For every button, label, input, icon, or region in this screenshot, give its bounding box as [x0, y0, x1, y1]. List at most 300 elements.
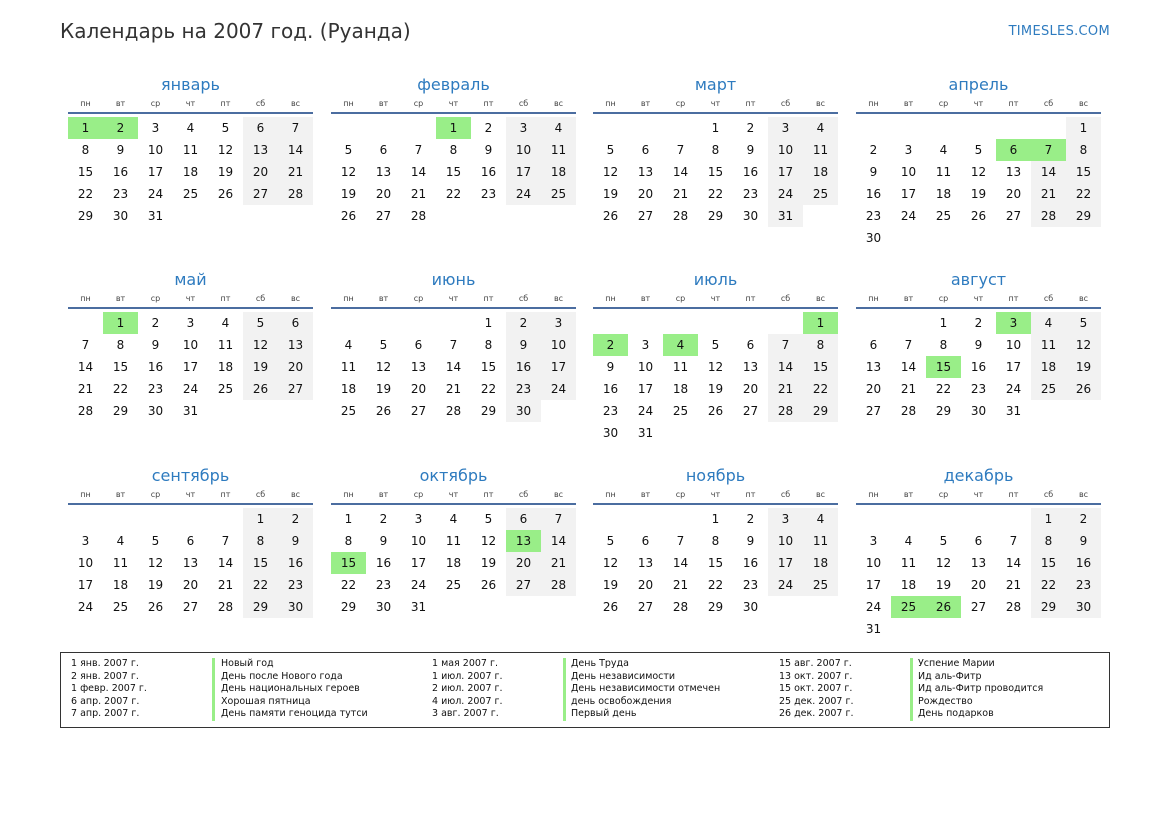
day-cell: 12	[707, 360, 724, 374]
day-cell: 2	[278, 508, 313, 530]
weekday-header	[856, 489, 1101, 505]
weekday-label: ср	[675, 294, 686, 303]
week-row	[593, 312, 838, 334]
day-cell: 26	[217, 187, 234, 201]
day-cell: 1	[803, 312, 838, 334]
day-cell: 11	[900, 556, 917, 570]
week-row	[331, 508, 576, 530]
day-cell: 9	[1066, 530, 1101, 552]
day-cell: 5	[221, 121, 230, 135]
day-cell: 2	[484, 121, 493, 135]
week-row	[331, 334, 576, 356]
day-cell: 5	[711, 338, 720, 352]
day-cell: 19	[935, 578, 952, 592]
day-cell: 16	[970, 360, 987, 374]
weekday-label: чт	[448, 99, 459, 108]
weekday-label: пн	[868, 99, 879, 108]
weekday-label: вс	[290, 99, 301, 108]
day-cell: 6	[414, 338, 423, 352]
week-row	[331, 530, 576, 552]
page-title: Календарь на 2007 год. (Руанда)	[60, 19, 411, 43]
weekday-label: пн	[868, 294, 879, 303]
empty-cell	[628, 508, 663, 530]
day-cell: 7	[278, 117, 313, 139]
empty-cell	[68, 312, 103, 334]
week-row	[856, 139, 1101, 161]
day-cell: 21	[541, 552, 576, 574]
day-cell: 20	[865, 382, 882, 396]
month-block	[593, 74, 838, 227]
weekday-label: пт	[220, 490, 231, 499]
weekday-label: сб	[255, 294, 266, 303]
legend-col1-dates	[71, 658, 147, 721]
day-cell: 27	[742, 404, 759, 418]
empty-cell	[436, 596, 471, 618]
day-cell: 18	[1031, 356, 1066, 378]
day-cell: 3	[641, 338, 650, 352]
day-cell: 17	[541, 356, 576, 378]
day-cell: 13	[970, 556, 987, 570]
day-cell: 6	[186, 534, 195, 548]
month-name: октябрь	[419, 466, 488, 485]
legend-holiday: Первый день	[571, 708, 637, 719]
empty-cell	[768, 596, 803, 618]
empty-cell	[243, 205, 278, 227]
day-cell: 3	[186, 316, 195, 330]
empty-cell	[366, 117, 401, 139]
empty-cell	[68, 508, 103, 530]
empty-cell	[471, 596, 506, 618]
day-cell: 9	[746, 534, 755, 548]
day-cell: 12	[935, 556, 952, 570]
day-cell: 12	[602, 165, 619, 179]
day-cell: 16	[742, 165, 759, 179]
weekday-label: ср	[413, 99, 424, 108]
day-cell: 30	[506, 400, 541, 422]
weekday-label: ср	[150, 294, 161, 303]
empty-cell	[803, 422, 838, 444]
week-row	[331, 596, 576, 618]
day-cell: 8	[484, 338, 493, 352]
weekday-label: пт	[745, 99, 756, 108]
day-cell: 26	[602, 600, 619, 614]
weekday-label: чт	[710, 490, 721, 499]
weekday-label: вс	[1078, 99, 1089, 108]
day-cell: 30	[375, 600, 392, 614]
week-row	[856, 574, 1101, 596]
empty-cell	[628, 312, 663, 334]
day-cell: 19	[602, 578, 619, 592]
day-cell: 7	[414, 143, 423, 157]
day-cell: 25	[935, 209, 952, 223]
day-cell: 19	[243, 356, 278, 378]
day-cell: 28	[672, 209, 689, 223]
legend-holiday: День памяти геноцида тутси	[221, 708, 368, 719]
day-cell: 16	[278, 552, 313, 574]
day-cell: 3	[81, 534, 90, 548]
day-cell: 29	[707, 600, 724, 614]
legend-col2-names	[571, 658, 720, 721]
empty-cell	[1031, 618, 1066, 640]
day-cell: 5	[484, 512, 493, 526]
weekday-label: сб	[780, 294, 791, 303]
day-cell: 16	[480, 165, 497, 179]
empty-cell	[173, 205, 208, 227]
empty-cell	[1031, 117, 1066, 139]
day-cell: 6	[869, 338, 878, 352]
week-row	[593, 596, 838, 618]
day-cell: 30	[865, 231, 882, 245]
weekday-label: чт	[448, 294, 459, 303]
weekday-label: вт	[378, 294, 389, 303]
week-row	[331, 205, 576, 227]
day-cell: 27	[182, 600, 199, 614]
weekday-label: чт	[185, 490, 196, 499]
week-row	[856, 161, 1101, 183]
day-cell: 23	[970, 382, 987, 396]
day-cell: 8	[711, 143, 720, 157]
day-cell: 14	[77, 360, 94, 374]
empty-cell	[506, 205, 541, 227]
legend-holiday: День подарков	[918, 708, 994, 719]
day-cell: 7	[449, 338, 458, 352]
month-block	[68, 269, 313, 422]
day-cell: 18	[182, 165, 199, 179]
weekday-label: чт	[185, 294, 196, 303]
week-row	[331, 183, 576, 205]
legend-col3-dates	[779, 658, 854, 721]
day-cell: 24	[410, 578, 427, 592]
weekday-header	[856, 98, 1101, 114]
day-cell: 21	[77, 382, 94, 396]
empty-cell	[401, 117, 436, 139]
day-cell: 12	[217, 143, 234, 157]
day-cell: 4	[939, 143, 948, 157]
day-cell: 26	[970, 209, 987, 223]
weekday-label: вс	[1078, 294, 1089, 303]
day-cell: 12	[243, 334, 278, 356]
day-cell: 20	[742, 382, 759, 396]
day-cell: 10	[410, 534, 427, 548]
week-row	[856, 596, 1101, 618]
day-cell: 19	[602, 187, 619, 201]
week-row	[593, 574, 838, 596]
day-cell: 20	[506, 552, 541, 574]
day-cell: 1	[1066, 117, 1101, 139]
day-cell: 8	[1066, 139, 1101, 161]
site-link[interactable]: TIMESLES.COM	[1008, 24, 1110, 39]
day-cell: 17	[410, 556, 427, 570]
legend-holiday: Рождество	[918, 695, 973, 707]
legend-holiday: День после Нового года	[221, 670, 343, 682]
day-cell: 31	[147, 209, 164, 223]
legend-date: 15 авг. 2007 г.	[779, 658, 852, 669]
legend-col1-names	[221, 658, 368, 721]
weekday-label: вс	[290, 294, 301, 303]
day-cell: 22	[480, 382, 497, 396]
week-row	[68, 312, 313, 334]
week-row	[856, 508, 1101, 530]
day-cell: 5	[974, 143, 983, 157]
day-cell: 25	[1031, 378, 1066, 400]
day-cell: 11	[1031, 334, 1066, 356]
weekday-label: ср	[675, 99, 686, 108]
month-name: январь	[161, 75, 220, 94]
day-cell: 30	[112, 209, 129, 223]
day-cell: 1	[484, 316, 493, 330]
day-cell: 19	[480, 556, 497, 570]
day-cell: 17	[768, 161, 803, 183]
day-cell: 21	[1031, 183, 1066, 205]
weekday-label: пт	[483, 490, 494, 499]
weekday-label: вс	[553, 99, 564, 108]
week-row	[593, 183, 838, 205]
week-row	[68, 334, 313, 356]
day-cell: 31	[1005, 404, 1022, 418]
weekday-label: вт	[903, 99, 914, 108]
day-cell: 11	[803, 139, 838, 161]
day-cell: 5	[379, 338, 388, 352]
day-cell: 11	[672, 360, 689, 374]
day-cell: 20	[637, 187, 654, 201]
day-cell: 6	[641, 534, 650, 548]
weekday-label: пн	[343, 99, 354, 108]
empty-cell	[891, 227, 926, 249]
day-cell: 27	[1005, 209, 1022, 223]
day-cell: 25	[445, 578, 462, 592]
weekday-label: вс	[1078, 490, 1089, 499]
day-cell: 22	[445, 187, 462, 201]
day-cell: 9	[506, 334, 541, 356]
day-cell: 28	[1005, 600, 1022, 614]
empty-cell	[436, 205, 471, 227]
day-cell: 27	[865, 404, 882, 418]
day-cell: 30	[970, 404, 987, 418]
legend-date: 25 дек. 2007 г.	[779, 695, 854, 707]
day-cell: 20	[637, 578, 654, 592]
month-name: март	[694, 75, 737, 94]
day-cell: 2	[1066, 508, 1101, 530]
weekday-header	[331, 98, 576, 114]
legend-date: 1 июл. 2007 г.	[432, 670, 503, 682]
day-cell: 21	[445, 382, 462, 396]
day-cell: 27	[410, 404, 427, 418]
day-cell: 15	[1066, 161, 1101, 183]
day-cell: 21	[1005, 578, 1022, 592]
day-cell: 24	[147, 187, 164, 201]
weekday-label: пт	[483, 99, 494, 108]
month-block	[331, 74, 576, 227]
legend-date: 2 июл. 2007 г.	[432, 683, 503, 694]
day-cell: 12	[602, 556, 619, 570]
month-block	[593, 465, 838, 618]
weekday-label: сб	[518, 490, 529, 499]
day-cell: 9	[278, 530, 313, 552]
week-row	[331, 378, 576, 400]
weekday-label: пт	[745, 490, 756, 499]
day-cell: 8	[803, 334, 838, 356]
day-cell: 8	[344, 534, 353, 548]
day-cell: 20	[182, 578, 199, 592]
day-cell: 14	[900, 360, 917, 374]
legend-date: 13 окт. 2007 г.	[779, 670, 853, 682]
month-name: сентябрь	[151, 466, 230, 485]
weekday-label: пт	[483, 294, 494, 303]
day-cell: 29	[77, 209, 94, 223]
month-name: апрель	[948, 75, 1009, 94]
day-cell: 23	[865, 209, 882, 223]
day-cell: 17	[182, 360, 199, 374]
weekday-label: пт	[220, 99, 231, 108]
day-cell: 25	[803, 574, 838, 596]
day-cell: 29	[480, 404, 497, 418]
day-cell: 16	[742, 556, 759, 570]
day-cell: 18	[340, 382, 357, 396]
legend-col3-names	[918, 658, 1043, 721]
day-cell: 15	[926, 356, 961, 378]
day-cell: 6	[243, 117, 278, 139]
day-cell: 16	[112, 165, 129, 179]
weekday-label: пт	[220, 294, 231, 303]
empty-cell	[1066, 618, 1101, 640]
weekday-label: пн	[605, 490, 616, 499]
day-cell: 26	[375, 404, 392, 418]
day-cell: 3	[151, 121, 160, 135]
weekday-label: сб	[780, 490, 791, 499]
weekday-label: пн	[80, 294, 91, 303]
day-cell: 8	[243, 530, 278, 552]
day-cell: 6	[506, 508, 541, 530]
day-cell: 26	[602, 209, 619, 223]
day-cell: 12	[375, 360, 392, 374]
day-cell: 16	[147, 360, 164, 374]
weekday-label: сб	[780, 99, 791, 108]
day-cell: 4	[449, 512, 458, 526]
weekday-header	[593, 293, 838, 309]
day-cell: 10	[541, 334, 576, 356]
day-cell: 23	[147, 382, 164, 396]
weekday-label: ср	[150, 99, 161, 108]
day-cell: 22	[1031, 574, 1066, 596]
month-block	[68, 465, 313, 618]
day-cell: 26	[340, 209, 357, 223]
weekday-label: вс	[553, 294, 564, 303]
day-cell: 19	[1066, 356, 1101, 378]
empty-cell	[996, 227, 1031, 249]
week-row	[331, 139, 576, 161]
day-cell: 22	[340, 578, 357, 592]
empty-cell	[401, 312, 436, 334]
legend-color-bar	[910, 658, 913, 721]
weekday-header	[331, 489, 576, 505]
week-row	[593, 422, 838, 444]
month-block	[68, 74, 313, 227]
day-cell: 15	[1031, 552, 1066, 574]
week-row	[68, 356, 313, 378]
legend-date: 6 апр. 2007 г.	[71, 695, 140, 707]
empty-cell	[663, 117, 698, 139]
day-cell: 14	[672, 165, 689, 179]
legend-color-bar	[212, 658, 215, 721]
day-cell: 12	[480, 534, 497, 548]
month-name: декабрь	[943, 466, 1014, 485]
week-row	[593, 378, 838, 400]
weekday-label: чт	[973, 294, 984, 303]
week-row	[68, 400, 313, 422]
day-cell: 13	[243, 139, 278, 161]
day-cell: 28	[1031, 205, 1066, 227]
day-cell: 13	[637, 165, 654, 179]
weekday-label: чт	[973, 99, 984, 108]
weekday-label: пн	[80, 490, 91, 499]
month-block	[331, 465, 576, 618]
day-cell: 10	[77, 556, 94, 570]
day-cell: 4	[541, 117, 576, 139]
week-row	[856, 552, 1101, 574]
day-cell: 12	[1066, 334, 1101, 356]
day-cell: 8	[1031, 530, 1066, 552]
day-cell: 30	[742, 209, 759, 223]
legend-color-bar	[563, 658, 566, 721]
empty-cell	[331, 312, 366, 334]
day-cell: 31	[637, 426, 654, 440]
legend-holiday: День независимости	[571, 670, 676, 682]
day-cell: 20	[410, 382, 427, 396]
day-cell: 18	[935, 187, 952, 201]
month-block	[856, 465, 1101, 640]
day-cell: 7	[768, 334, 803, 356]
weekday-label: ср	[413, 294, 424, 303]
day-cell: 14	[410, 165, 427, 179]
week-row	[593, 139, 838, 161]
legend-date: 3 авг. 2007 г.	[432, 708, 499, 719]
day-cell: 25	[182, 187, 199, 201]
day-cell: 10	[768, 139, 803, 161]
day-cell: 15	[331, 552, 366, 574]
weekday-label: вт	[378, 490, 389, 499]
day-cell: 3	[541, 312, 576, 334]
weekday-label: сб	[255, 490, 266, 499]
month-name: июль	[693, 270, 738, 289]
day-cell: 21	[410, 187, 427, 201]
day-cell: 16	[506, 356, 541, 378]
week-row	[593, 117, 838, 139]
day-cell: 26	[243, 378, 278, 400]
weekday-label: пн	[80, 99, 91, 108]
weekday-header	[68, 489, 313, 505]
day-cell: 19	[375, 382, 392, 396]
day-cell: 19	[217, 165, 234, 179]
weekday-label: сб	[518, 99, 529, 108]
day-cell: 13	[410, 360, 427, 374]
day-cell: 15	[77, 165, 94, 179]
holiday-legend	[60, 652, 1110, 728]
empty-cell	[366, 312, 401, 334]
day-cell: 10	[637, 360, 654, 374]
weekday-label: вс	[815, 294, 826, 303]
month-block	[856, 74, 1101, 249]
day-cell: 3	[768, 117, 803, 139]
empty-cell	[278, 400, 313, 422]
day-cell: 27	[243, 183, 278, 205]
empty-cell	[698, 422, 733, 444]
day-cell: 2	[746, 512, 755, 526]
day-cell: 13	[637, 556, 654, 570]
day-cell: 11	[935, 165, 952, 179]
weekday-label: вт	[378, 99, 389, 108]
day-cell: 4	[1031, 312, 1066, 334]
day-cell: 9	[746, 143, 755, 157]
